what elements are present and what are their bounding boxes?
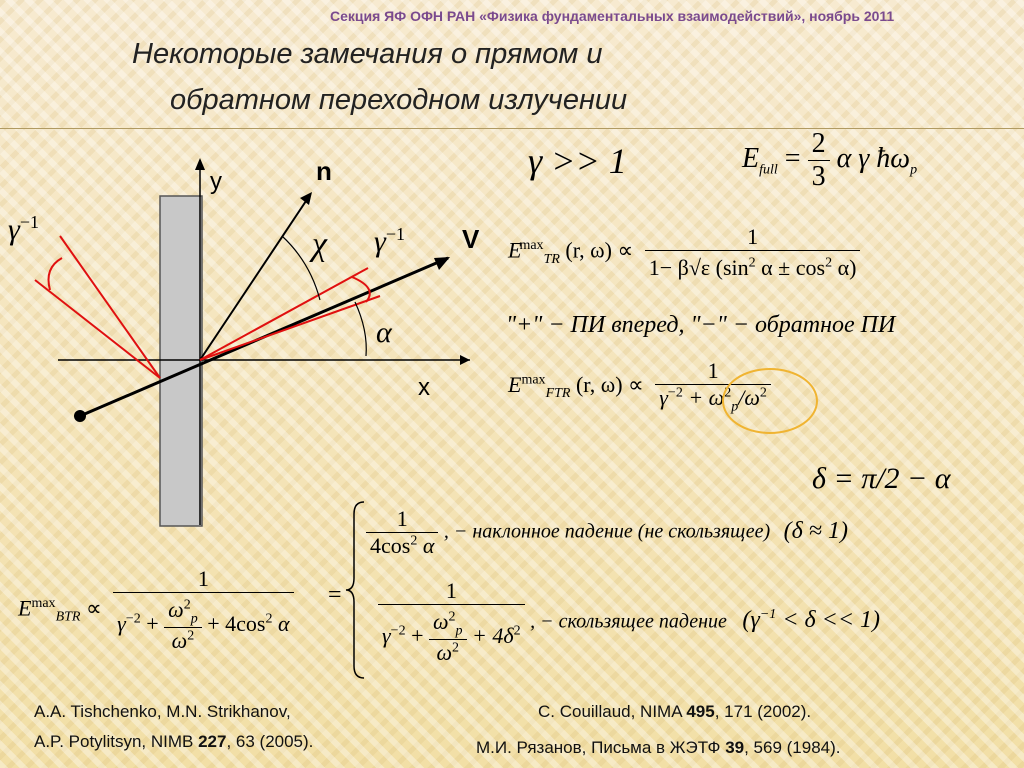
velocity-arrowhead <box>434 257 450 270</box>
label-chi: χ <box>312 226 327 263</box>
label-x-axis: x <box>418 374 430 401</box>
label-gamma-inverse-forward: $\gamma^{-1}$ <box>374 224 405 258</box>
label-y-axis: y <box>210 168 222 195</box>
condition-gamma-large: γ >> 1 <box>528 141 627 181</box>
reference-ryazanov: М.И. Рязанов, Письма в ЖЭТФ 39, 569 (1984). <box>476 738 841 757</box>
formula-e-btr: $E^{max}_{BTR}$ ∝ 1 $\gamma^{-2}$ + $\frac{\omega^2_p}{\omega^2}$ + $4\cos^2$ α <box>18 566 294 654</box>
formula-e-full: $E_{full}$ = $\frac{2}{3}$ α γ $ħ\omega_p$ <box>742 128 918 192</box>
label-velocity-v: V <box>462 224 480 254</box>
backward-cone-arc <box>49 258 63 290</box>
forward-cone-lower <box>200 296 380 360</box>
sign-convention-note: "+" − ПИ вперед, "−" − обратное ПИ <box>506 312 896 338</box>
particle-dot <box>74 410 86 422</box>
case-grazing-incidence: 1 $\gamma^{-2}$ + $\frac{\omega^2_p}{\omega^2}$ + $4\delta^2$ , − скользящее падение $(\gamma^{-1} < \delta << 1)$ <box>378 578 880 666</box>
alpha-angle-arc <box>355 302 366 356</box>
formula-e-ftr: $E^{max}_{FTR}$ (r, ω) ∝ $\frac{1}{\gamma^{-2} + \omega^2_p/\omega^2}$ <box>508 358 771 415</box>
normal-vector-n <box>200 195 310 360</box>
equals-sign: = <box>328 582 342 608</box>
label-gamma-inverse-backward: $\gamma^{-1}$ <box>8 212 39 246</box>
slide-title-line2: обратном переходном излучении <box>170 84 628 116</box>
transition-radiation-diagram <box>0 140 480 540</box>
label-normal-n: n <box>316 156 332 186</box>
slide-title-line1: Некоторые замечания о прямом и <box>132 38 603 70</box>
forward-cone-upper <box>200 268 368 360</box>
reference-tishchenko-line1: A.A. Tishchenko, M.N. Strikhanov, <box>34 702 291 721</box>
backward-cone-upper <box>60 236 160 378</box>
formula-e-tr: $E^{max}_{TR}$ (r, ω) ∝ $\frac{1}{1- \beta√\varepsilon (\sin^2 \alpha \pm \cos^2 \alpha)}$ <box>508 224 860 281</box>
conference-header: Секция ЯФ ОФН РАН «Физика фундаментальных взаимодействий», ноябрь 2011 <box>330 8 895 24</box>
highlight-ellipse <box>722 368 818 434</box>
y-axis-arrowhead <box>195 158 205 170</box>
reference-tishchenko-line2: A.P. Potylitsyn, NIMB 227, 63 (2005). <box>34 732 314 751</box>
x-axis-arrowhead <box>460 355 470 365</box>
target-plate <box>160 196 202 526</box>
reference-couillaud: C. Couillaud, NIMA 495, 171 (2002). <box>538 702 812 721</box>
formula-delta: δ = π/2 − α <box>812 462 951 495</box>
case-oblique-incidence: $\frac{1}{4\cos^2 \alpha}$ , − наклонное падение (не скользящее) (δ ≈ 1) <box>366 506 848 559</box>
label-alpha: α <box>376 316 392 349</box>
normal-arrowhead <box>300 192 312 205</box>
backward-cone-lower <box>35 280 160 378</box>
piecewise-brace <box>344 500 368 680</box>
